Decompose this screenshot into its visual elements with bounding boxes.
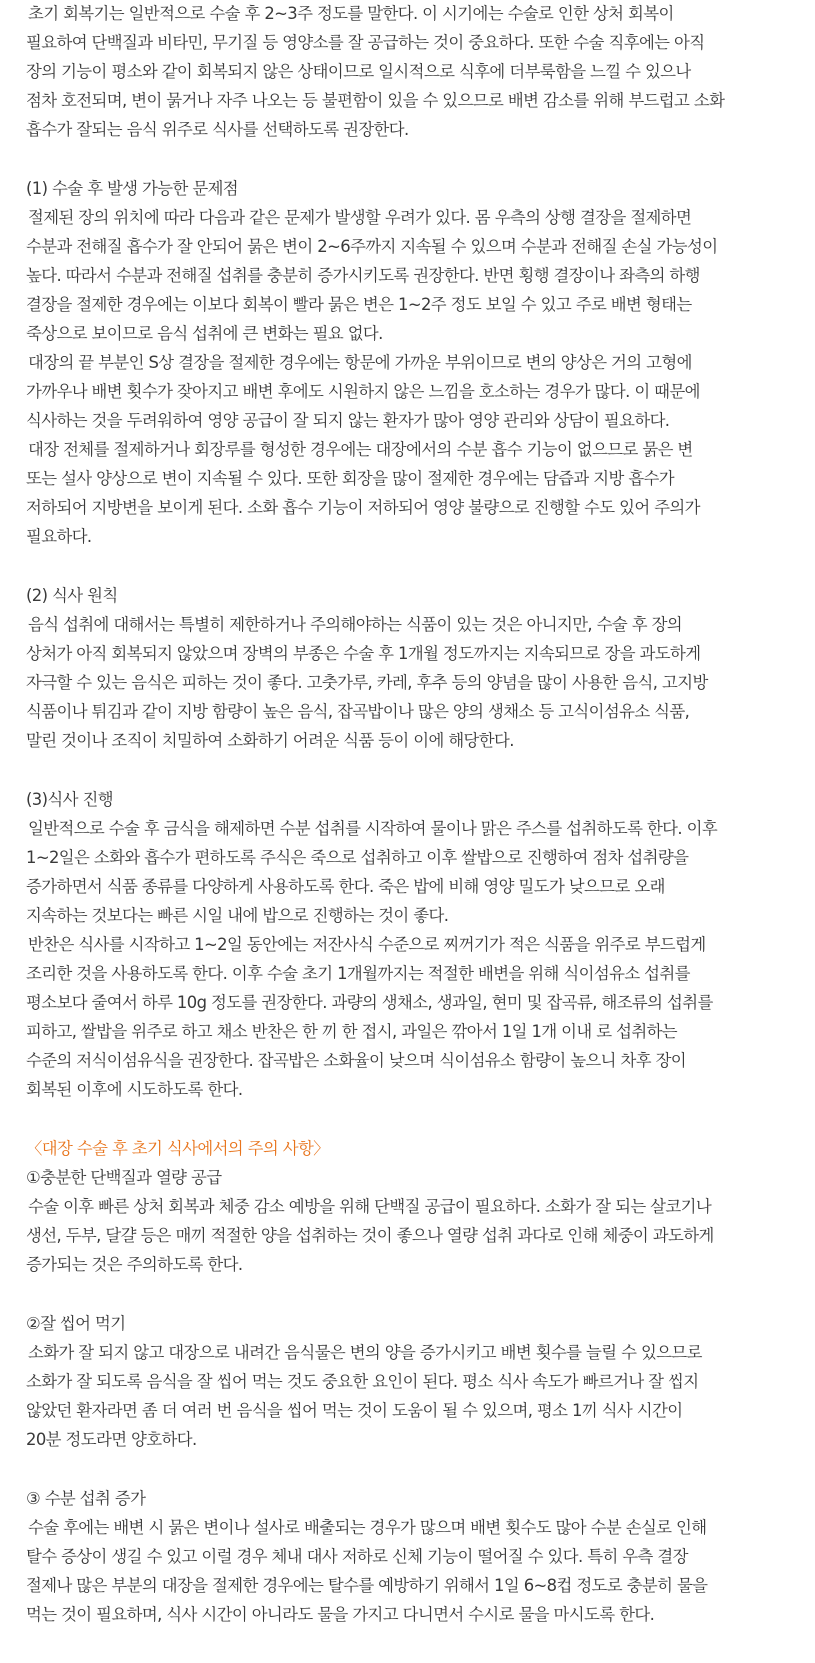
text-line: 또는 설사 양상으로 변이 지속될 수 있다. 또한 회장을 많이 절제한 경우에는 담즙과 지방 흡수가 bbox=[26, 469, 675, 488]
text-line: ③ 수분 섭취 증가 bbox=[26, 1489, 146, 1508]
text-line: 증가하면서 식품 종류를 다양하게 사용하도록 한다. 죽은 밥에 비해 영양 밀도가 낮으므로 오래 bbox=[26, 877, 665, 896]
text-line: 평소보다 줄여서 하루 10g 정도를 권장한다. 과량의 생채소, 생과일, 현미 및 잡곡류, 해조류의 섭취를 bbox=[26, 993, 713, 1012]
text-line: 대장의 끝 부분인 S상 결장을 절제한 경우에는 항문에 가까운 부위이므로 변의 양상은 거의 고형에 bbox=[28, 353, 692, 372]
text-line: 음식 섭취에 대해서는 특별히 제한하거나 주의해야하는 식품이 있는 것은 아니지만, 수술 후 장의 bbox=[28, 615, 683, 634]
text-line: 수분과 전해질 흡수가 잘 안되어 묽은 변이 2~6주까지 지속될 수 있으며 수분과 전해질 손실 가능성이 bbox=[26, 237, 718, 256]
text-line: 20분 정도라면 양호하다. bbox=[26, 1430, 197, 1449]
text-line: (1) 수술 후 발생 가능한 문제점 bbox=[26, 179, 239, 198]
section-heading-orange: 〈대장 수술 후 초기 식사에서의 주의 사항〉 bbox=[26, 1139, 329, 1158]
text-line: 식품이나 튀김과 같이 지방 함량이 높은 음식, 잡곡밥이나 많은 양의 생채소 등 고식이섬유소 식품, bbox=[26, 702, 690, 721]
text-line: 저하되어 지방변을 보이게 된다. 소화 흡수 기능이 저하되어 영양 불량으로 진행할 수도 있어 주의가 bbox=[26, 498, 700, 517]
text-line: (2) 식사 원칙 bbox=[26, 586, 118, 605]
text-line: 흡수가 잘되는 음식 위주로 식사를 선택하도록 권장한다. bbox=[26, 120, 409, 139]
text-line: 점차 호전되며, 변이 묽거나 자주 나오는 등 불편함이 있을 수 있으므로 배변 감소를 위해 부드럽고 소화 bbox=[26, 91, 725, 110]
text-line: 지속하는 것보다는 빠른 시일 내에 밥으로 진행하는 것이 좋다. bbox=[26, 906, 449, 925]
text-line: 피하고, 쌀밥을 위주로 하고 채소 반찬은 한 끼 한 접시, 과일은 깎아서 1일 1개 이내 로 섭취하는 bbox=[26, 1022, 678, 1041]
text-line: 1~2일은 소화와 흡수가 편하도록 주식은 죽으로 섭취하고 이후 쌀밥으로 진행하여 점차 섭취량을 bbox=[26, 848, 689, 867]
text-line: 탈수 증상이 생길 수 있고 이럴 경우 체내 대사 저하로 신체 기능이 떨어질 수 있다. 특히 우측 결장 bbox=[26, 1547, 688, 1566]
text-line: 수술 후에는 배변 시 묽은 변이나 설사로 배출되는 경우가 많으며 배변 횟수도 많아 수분 손실로 인해 bbox=[28, 1518, 707, 1537]
text-line: 절제된 장의 위치에 따라 다음과 같은 문제가 발생할 우려가 있다. 몸 우측의 상행 결장을 절제하면 bbox=[28, 208, 692, 227]
text-line: 말린 것이나 조직이 치밀하여 소화하기 어려운 식품 등이 이에 해당한다. bbox=[26, 731, 514, 750]
text-line: 자극할 수 있는 음식은 피하는 것이 좋다. 고춧가루, 카레, 후추 등의 양념을 많이 사용한 음식, 고지방 bbox=[26, 673, 708, 692]
text-line: 수준의 저식이섬유식을 권장한다. 잡곡밥은 소화율이 낮으며 식이섬유소 함량이 높으니 차후 장이 bbox=[26, 1051, 687, 1070]
text-line: 필요하여 단백질과 비타민, 무기질 등 영양소를 잘 공급하는 것이 중요하다. 또한 수술 직후에는 아직 bbox=[26, 33, 705, 52]
text-line: ②잘 씹어 먹기 bbox=[26, 1314, 126, 1333]
text-line: 초기 회복기는 일반적으로 수술 후 2~3주 정도를 말한다. 이 시기에는 수술로 인한 상처 회복이 bbox=[28, 4, 674, 23]
text-line: 절제나 많은 부분의 대장을 절제한 경우에는 탈수를 예방하기 위해서 1일 6~8컵 정도로 충분히 물을 bbox=[26, 1576, 708, 1595]
text-line: (3)식사 진행 bbox=[26, 790, 113, 809]
text-line: 먹는 것이 필요하며, 식사 시간이 아니라도 물을 가지고 다니면서 수시로 물을 마시도록 한다. bbox=[26, 1605, 655, 1624]
text-line: 수술 이후 빠른 상처 회복과 체중 감소 예방을 위해 단백질 공급이 필요하다. 소화가 잘 되는 살코기나 bbox=[28, 1197, 712, 1216]
text-line: 조리한 것을 사용하도록 한다. 이후 수술 초기 1개월까지는 적절한 배변을 위해 식이섬유소 섭취를 bbox=[26, 964, 690, 983]
text-line: 결장을 절제한 경우에는 이보다 회복이 빨라 묽은 변은 1~2주 정도 보일 수 있고 주로 배변 형태는 bbox=[26, 295, 692, 314]
text-line: 상처가 아직 회복되지 않았으며 장벽의 부종은 수술 후 1개월 정도까지는 지속되므로 장을 과도하게 bbox=[26, 644, 701, 663]
text-line: 식사하는 것을 두려워하여 영양 공급이 잘 되지 않는 환자가 많아 영양 관리와 상담이 필요하다. bbox=[26, 411, 670, 430]
text-line: ①충분한 단백질과 열량 공급 bbox=[26, 1168, 222, 1187]
text-line: 장의 기능이 평소와 같이 회복되지 않은 상태이므로 일시적으로 식후에 더부룩함을 느낄 수 있으나 bbox=[26, 62, 691, 81]
text-line: 회복된 이후에 시도하도록 한다. bbox=[26, 1080, 243, 1099]
text-line: 반찬은 식사를 시작하고 1~2일 동안에는 저잔사식 수준으로 찌꺼기가 적은 식품을 위주로 부드럽게 bbox=[28, 935, 706, 954]
text-line: 증가되는 것은 주의하도록 한다. bbox=[26, 1255, 243, 1274]
text-line: 죽상으로 보이므로 음식 섭취에 큰 변화는 필요 없다. bbox=[26, 324, 383, 343]
text-line: 높다. 따라서 수분과 전해질 섭취를 충분히 증가시키도록 권장한다. 반면 횡행 결장이나 좌측의 하행 bbox=[26, 266, 700, 285]
text-line: 가까우나 배변 횟수가 잦아지고 배변 후에도 시원하지 않은 느낌을 호소하는 경우가 많다. 이 때문에 bbox=[26, 382, 700, 401]
text-line: 소화가 잘 되도록 음식을 잘 씹어 먹는 것도 중요한 요인이 된다. 평소 식사 속도가 빠르거나 잘 씹지 bbox=[26, 1372, 699, 1391]
text-line: 대장 전체를 절제하거나 회장루를 형성한 경우에는 대장에서의 수분 흡수 기능이 없으므로 묽은 변 bbox=[28, 440, 693, 459]
text-line: 필요하다. bbox=[26, 527, 92, 546]
text-line: 생선, 두부, 달걀 등은 매끼 적절한 양을 섭취하는 것이 좋으나 열량 섭취 과다로 인해 체중이 과도하게 bbox=[26, 1226, 714, 1245]
text-line: 일반적으로 수술 후 금식을 해제하면 수분 섭취를 시작하여 물이나 맑은 주스를 섭취하도록 한다. 이후 bbox=[28, 819, 718, 838]
text-line: 않았던 환자라면 좀 더 여러 번 음식을 씹어 먹는 것이 도움이 될 수 있으며, 평소 1끼 식사 시간이 bbox=[26, 1401, 683, 1420]
text-line: 소화가 잘 되지 않고 대장으로 내려간 음식물은 변의 양을 증가시키고 배변 횟수를 늘릴 수 있으므로 bbox=[28, 1343, 702, 1362]
